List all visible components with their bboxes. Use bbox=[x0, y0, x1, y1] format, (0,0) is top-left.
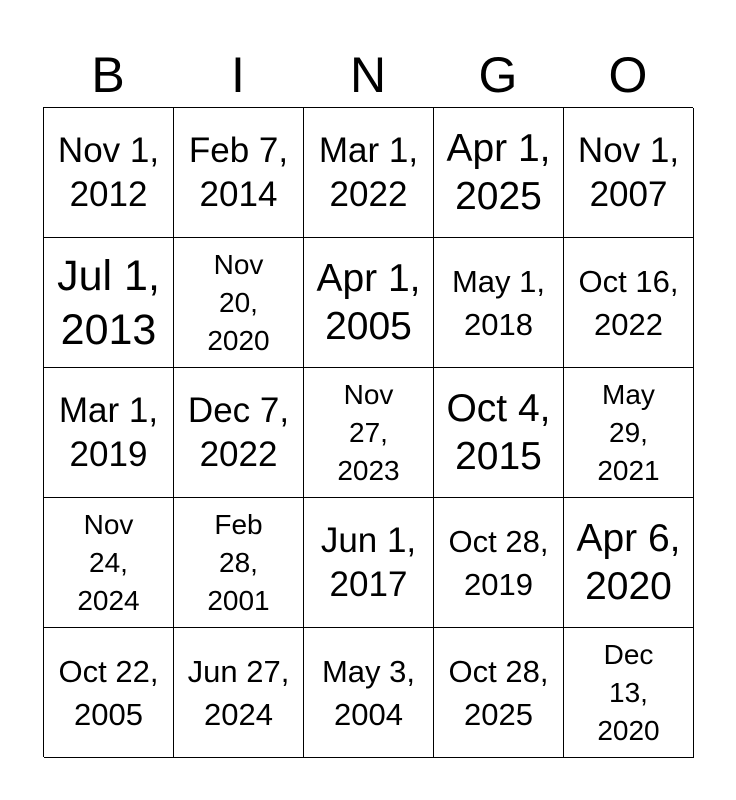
bingo-cell-r5-c4: Oct 28, 2025 bbox=[434, 628, 564, 758]
bingo-cell-r1-c2: Feb 7, 2014 bbox=[174, 108, 304, 238]
bingo-cell-r2-c1: Jul 1, 2013 bbox=[44, 238, 174, 368]
bingo-cell-r3-c1: Mar 1, 2019 bbox=[44, 368, 174, 498]
bingo-cell-r3-c4: Oct 4, 2015 bbox=[434, 368, 564, 498]
bingo-cell-r4-c2: Feb 28, 2001 bbox=[174, 498, 304, 628]
bingo-cell-r1-c4: Apr 1, 2025 bbox=[434, 108, 564, 238]
bingo-cell-r5-c2: Jun 27, 2024 bbox=[174, 628, 304, 758]
bingo-cell-r1-c1: Nov 1, 2012 bbox=[44, 108, 174, 238]
bingo-cell-r4-c4: Oct 28, 2019 bbox=[434, 498, 564, 628]
header-letter-i: I bbox=[231, 47, 245, 103]
header-letter-b: B bbox=[91, 47, 125, 103]
bingo-cell-r3-c5: May 29, 2021 bbox=[564, 368, 694, 498]
bingo-cell-r2-c5: Oct 16, 2022 bbox=[564, 238, 694, 368]
bingo-cell-r1-c5: Nov 1, 2007 bbox=[564, 108, 694, 238]
header-letter-g: G bbox=[478, 47, 518, 103]
bingo-cell-r3-c2: Dec 7, 2022 bbox=[174, 368, 304, 498]
bingo-cell-r3-c3: Nov 27, 2023 bbox=[304, 368, 434, 498]
bingo-cell-r5-c1: Oct 22, 2005 bbox=[44, 628, 174, 758]
bingo-cell-r5-c3: May 3, 2004 bbox=[304, 628, 434, 758]
bingo-cell-r4-c3: Jun 1, 2017 bbox=[304, 498, 434, 628]
bingo-board bbox=[43, 107, 693, 757]
header-letter-n: N bbox=[349, 47, 387, 103]
bingo-cell-r4-c5: Apr 6, 2020 bbox=[564, 498, 694, 628]
bingo-cell-r4-c1: Nov 24, 2024 bbox=[44, 498, 174, 628]
bingo-cell-r2-c4: May 1, 2018 bbox=[434, 238, 564, 368]
bingo-cell-r5-c5: Dec 13, 2020 bbox=[564, 628, 694, 758]
bingo-cell-r2-c2: Nov 20, 2020 bbox=[174, 238, 304, 368]
bingo-cell-r2-c3: Apr 1, 2005 bbox=[304, 238, 434, 368]
header-letter-o: O bbox=[608, 47, 648, 103]
bingo-header bbox=[43, 44, 693, 106]
bingo-cell-r1-c3: Mar 1, 2022 bbox=[304, 108, 434, 238]
